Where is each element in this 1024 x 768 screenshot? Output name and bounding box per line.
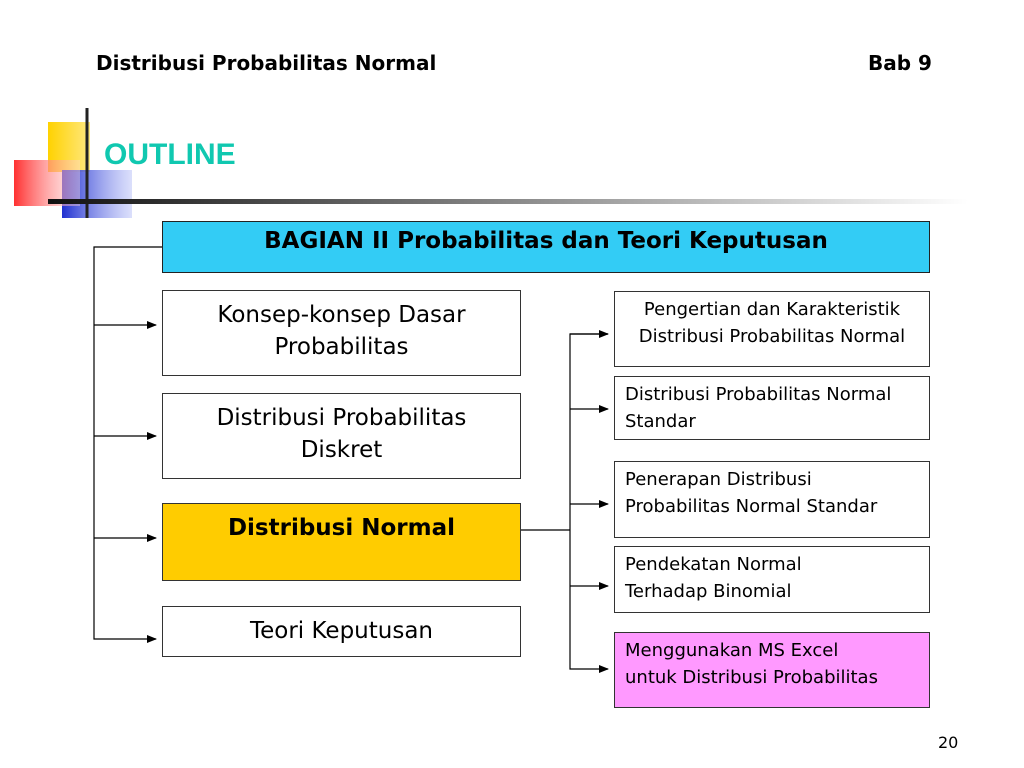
right-box-5-line2: untuk Distribusi Probabilitas (625, 667, 878, 688)
outline-title: OUTLINE (104, 138, 236, 171)
section-header-box (162, 221, 930, 273)
header-chapter: Bab 9 (868, 51, 932, 75)
right-box-4-line2: Terhadap Binomial (625, 581, 792, 602)
left-box-distribusi-diskret (162, 393, 521, 479)
right-box-4-line1: Pendekatan Normal (625, 554, 802, 575)
left-box-2-line2: Diskret (300, 437, 383, 463)
left-box-distribusi-normal (162, 503, 521, 581)
section-header-text: BAGIAN II Probabilitas dan Teori Keputusan (264, 228, 828, 254)
left-box-2-line1: Distribusi Probabilitas (216, 405, 467, 431)
right-bracket-line (570, 334, 608, 669)
right-box-5-line1: Menggunakan MS Excel (625, 640, 839, 661)
page-number: 20 (938, 733, 959, 752)
left-box-3-line1: Distribusi Normal (227, 515, 456, 541)
right-box-2-line2: Standar (625, 411, 696, 432)
left-box-teori-keputusan (162, 606, 521, 657)
right-box-3-line2: Probabilitas Normal Standar (625, 496, 878, 517)
left-bracket-line (94, 247, 162, 639)
right-box-1-line2: Distribusi Probabilitas Normal (638, 326, 906, 347)
left-box-1-line2: Probabilitas (274, 334, 409, 360)
right-box-normal-standar (614, 376, 930, 440)
right-box-1-line1: Pengertian dan Karakteristik (643, 299, 901, 320)
right-box-pengertian (614, 291, 930, 367)
left-box-4-line1: Teori Keputusan (249, 618, 434, 644)
right-box-pendekatan-binomial (614, 546, 930, 613)
right-box-3-line1: Penerapan Distribusi (625, 469, 812, 490)
right-box-2-line1: Distribusi Probabilitas Normal (625, 384, 892, 405)
right-box-ms-excel (614, 632, 930, 708)
right-box-penerapan (614, 461, 930, 538)
header-title: Distribusi Probabilitas Normal (96, 51, 437, 75)
left-box-konsep-dasar (162, 290, 521, 376)
left-box-1-line1: Konsep-konsep Dasar (217, 302, 466, 328)
